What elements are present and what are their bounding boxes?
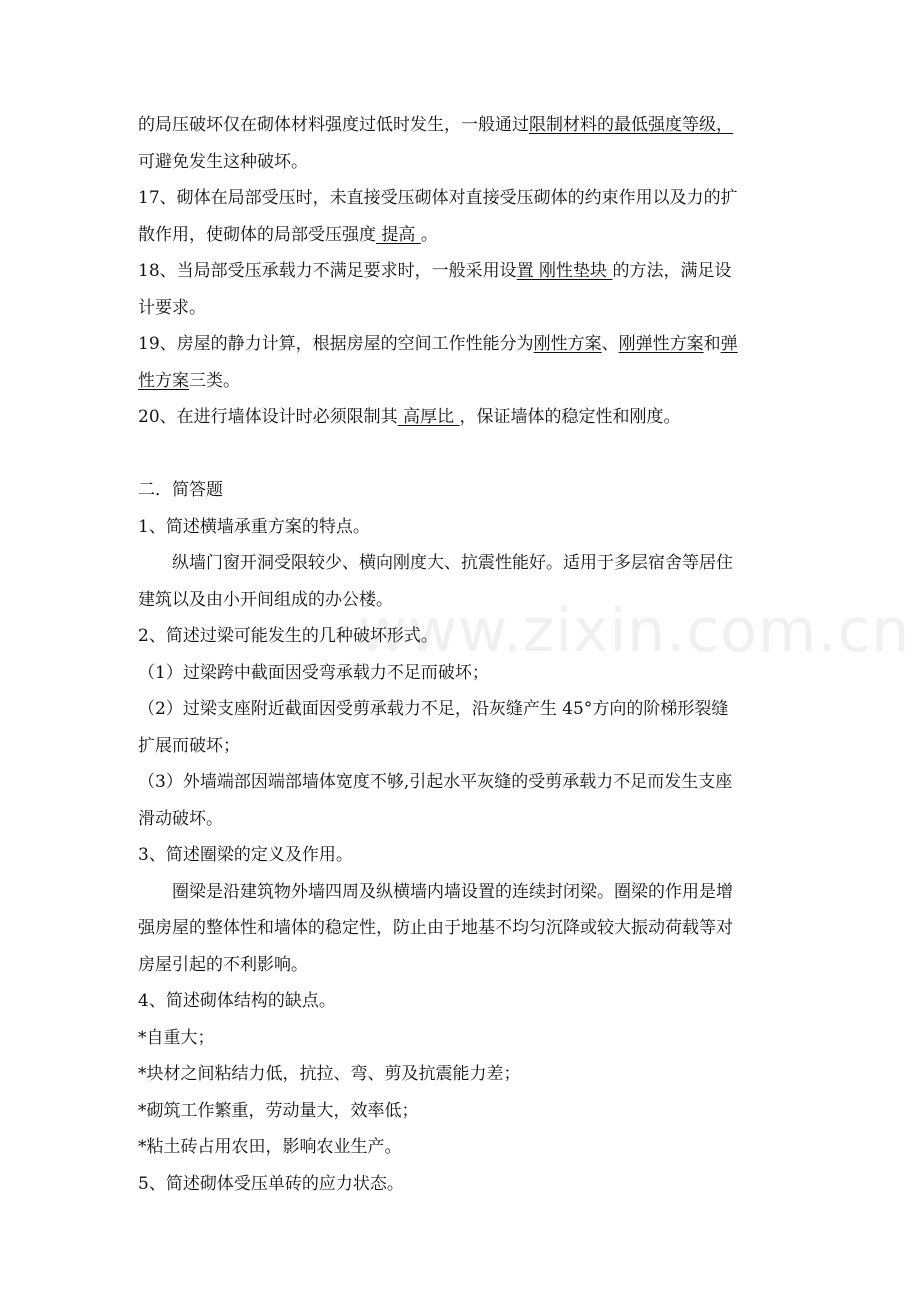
text: 19、房屋的静力计算，根据房屋的空间工作性能分为 <box>138 334 534 354</box>
list-item: *粘土砖占用农田，影响农业生产。 <box>138 1137 402 1157</box>
answer-underline: 刚弹性方案 <box>618 334 704 354</box>
answer-underline: 弹 <box>720 334 738 354</box>
answer-underline: 高厚比 <box>397 407 460 427</box>
answer-3: 圈梁是沿建筑物外墙四周及纵横墙内墙设置的连续封闭梁。圈梁的作用是增 <box>172 881 733 902</box>
question-3: 3、简述圈梁的定义及作用。 <box>138 845 353 865</box>
list-item: *自重大； <box>138 1027 215 1048</box>
text-line: 建筑以及由小开间组成的办公楼。 <box>138 589 393 610</box>
text: 和 <box>703 334 721 354</box>
answer-underline: 提高 <box>376 224 421 245</box>
text: 18、当局部受压承载力不满足要求时，一般采用设 <box>138 261 517 281</box>
question-2: 2、简述过梁可能发生的几种破坏形式。 <box>138 626 438 646</box>
question-17: 17、砌体在局部受压时，未直接受压砌体对直接受压砌体的约束作用以及力的扩 <box>138 188 738 208</box>
text: 三类。 <box>189 370 240 391</box>
answer-underline: 刚性方案 <box>533 334 602 354</box>
text: 。 <box>420 224 438 245</box>
text-line: 强房屋的整体性和墙体的稳定性，防止由于地基不均匀沉降或较大振动荷载等对 <box>138 918 733 938</box>
text-line: 扩展而破坏； <box>138 735 240 756</box>
text-line <box>138 217 788 254</box>
spacer <box>138 436 788 473</box>
section-title: 二．简答题 <box>138 480 223 500</box>
text: 20、在进行墙体设计时必须限制其 <box>138 407 398 427</box>
text-line: 计要求。 <box>138 297 206 318</box>
text: 的方法，满足设 <box>612 261 732 281</box>
question-18 <box>138 253 788 290</box>
text-line: 滑动破坏。 <box>138 808 223 829</box>
answer-underline: 置 刚性垫块 <box>516 261 613 281</box>
answer-underline: 性方案 <box>138 370 189 391</box>
list-item: *块材之间粘结力低，抗拉、弯、剪及抗震能力差； <box>138 1064 521 1084</box>
question-20 <box>138 399 788 436</box>
answer-2-item: （3）外墙端部因端部墙体宽度不够,引起水平灰缝的受剪承载力不足而发生支座 <box>138 772 733 792</box>
text: ，保证墙体的稳定性和刚度。 <box>459 407 681 427</box>
answer-1: 纵墙门窗开洞受限较少、横向刚度大、抗震性能好。适用于多层宿舍等居住 <box>172 553 733 573</box>
text: 、 <box>601 334 619 354</box>
document-body <box>138 107 788 1202</box>
answer-2-item: （1）过梁跨中截面因受弯承载力不足而破坏； <box>138 662 489 683</box>
answer-underline: 限制材料的最低强度等级， <box>529 115 733 135</box>
text-line: 房屋引起的不利影响。 <box>138 954 308 975</box>
question-1: 1、简述横墙承重方案的特点。 <box>138 516 370 537</box>
list-item: *砌筑工作繁重，劳动量大，效率低； <box>138 1100 419 1121</box>
text: 的局压破坏仅在砌体材料强度过低时发生，一般通过 <box>138 115 529 135</box>
text-line: 可避免发生这种破坏。 <box>138 151 308 172</box>
answer-2-item: （2）过梁支座附近截面因受剪承载力不足，沿灰缝产生 45°方向的阶梯形裂缝 <box>138 699 729 719</box>
text-line <box>138 363 788 400</box>
text: 散作用，使砌体的局部受压强度 <box>138 224 376 245</box>
watermark: www.zixin.com.cn <box>358 596 911 666</box>
question-5: 5、简述砌体受压单砖的应力状态。 <box>138 1173 404 1194</box>
text-line <box>138 107 788 144</box>
question-4: 4、简述砌体结构的缺点。 <box>138 991 336 1011</box>
question-19 <box>138 326 788 363</box>
